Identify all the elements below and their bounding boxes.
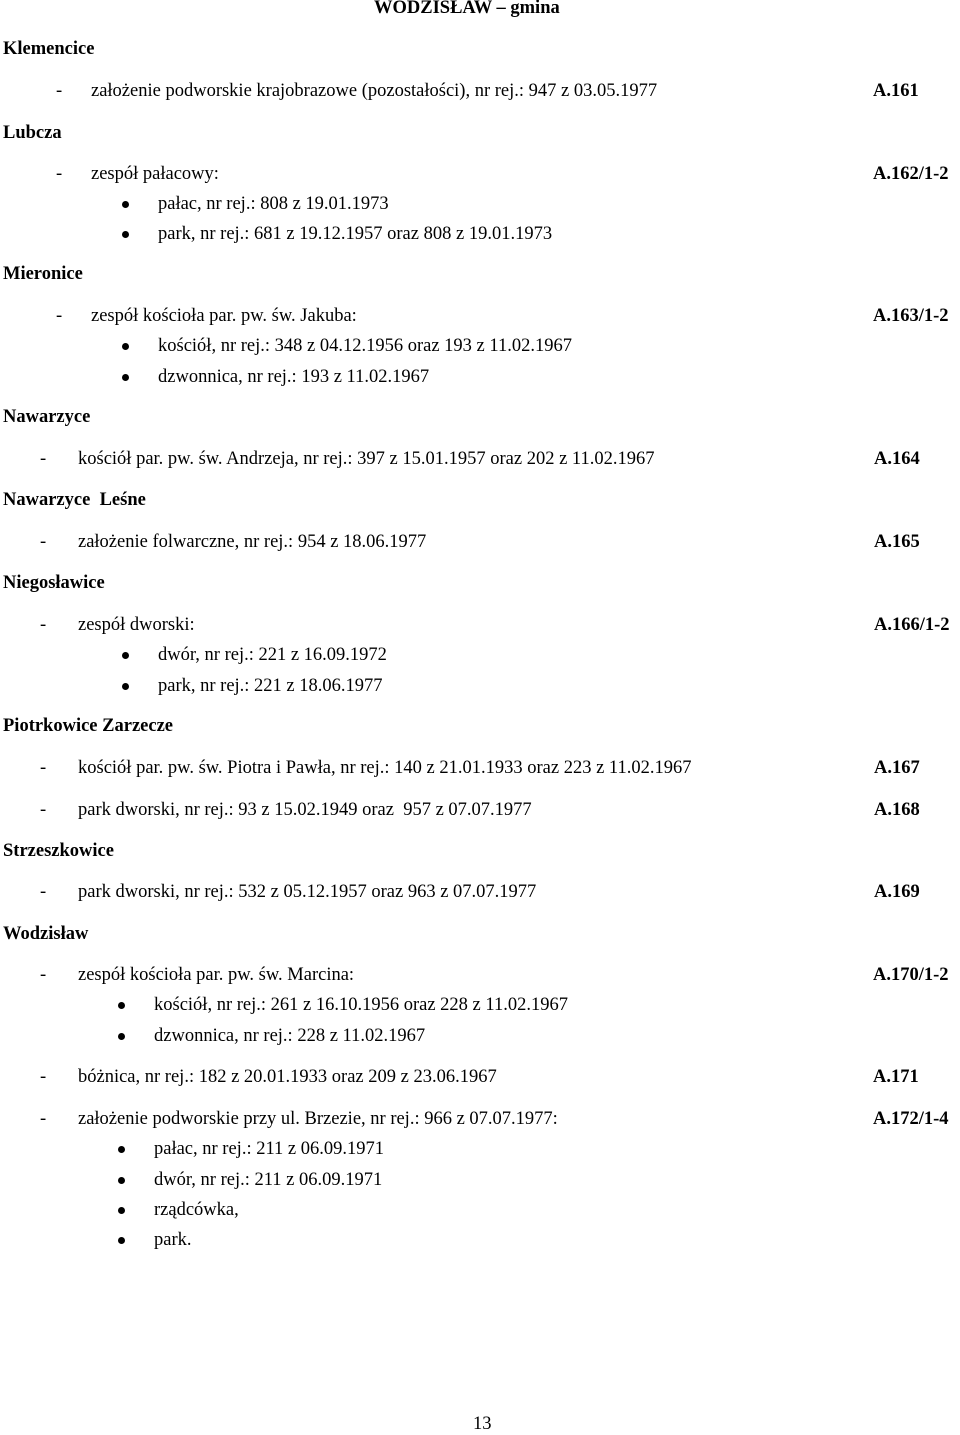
dash-marker: - <box>56 164 63 184</box>
dash-marker: - <box>40 615 47 635</box>
sub-entry-text: pałac, nr rej.: 808 z 19.01.1973 <box>158 194 389 214</box>
locality-lubcza: Lubcza <box>3 123 62 143</box>
sub-entry-text: dzwonnica, nr rej.: 228 z 11.02.1967 <box>154 1026 426 1046</box>
bullet-icon <box>118 1146 125 1153</box>
register-code: A.163/1-2 <box>873 306 949 326</box>
dash-marker: - <box>56 306 63 326</box>
sub-entry-text: rządcówka, <box>154 1200 239 1220</box>
dash-marker: - <box>40 965 47 985</box>
register-code: A.165 <box>874 532 920 552</box>
register-code: A.161 <box>873 81 919 101</box>
locality-strzeszkowice: Strzeszkowice <box>3 841 114 861</box>
bullet-icon <box>118 1002 125 1009</box>
bullet-icon <box>118 1033 125 1040</box>
sub-entry-text: kościół, nr rej.: 261 z 16.10.1956 oraz 228 z 11.02.1967 <box>154 995 568 1015</box>
bullet-icon <box>122 652 129 659</box>
entry-text: bóżnica, nr rej.: 182 z 20.01.1933 oraz 209 z 23.06.1967 <box>78 1067 497 1087</box>
register-code: A.166/1-2 <box>874 615 950 635</box>
register-code: A.167 <box>874 758 920 778</box>
locality-niegoslawice: Niegosławice <box>3 573 105 593</box>
locality-piotrkowice-zarzecze: Piotrkowice Zarzecze <box>3 716 174 736</box>
locality-nawarzyce: Nawarzyce <box>3 407 91 427</box>
register-code: A.172/1-4 <box>873 1109 949 1129</box>
bullet-icon <box>122 201 129 208</box>
dash-marker: - <box>56 81 63 101</box>
register-code: A.168 <box>874 800 920 820</box>
entry-text: zespół kościoła par. pw. św. Jakuba: <box>91 306 357 326</box>
entry-text: kościół par. pw. św. Andrzeja, nr rej.: 397 z 15.01.1957 oraz 202 z 11.02.1967 <box>78 449 655 469</box>
dash-marker: - <box>40 1109 47 1129</box>
sub-entry-text: dwór, nr rej.: 211 z 06.09.1971 <box>154 1170 383 1190</box>
sub-entry-text: park, nr rej.: 681 z 19.12.1957 oraz 808 z 19.01.1973 <box>158 224 553 244</box>
bullet-icon <box>122 683 129 690</box>
entry-text: zespół kościoła par. pw. św. Marcina: <box>78 965 355 985</box>
page-number: 13 <box>473 1414 492 1434</box>
entry-text: park dworski, nr rej.: 532 z 05.12.1957 oraz 963 z 07.07.1977 <box>78 882 537 902</box>
entry-text: park dworski, nr rej.: 93 z 15.02.1949 oraz 957 z 07.07.1977 <box>78 800 532 820</box>
register-code: A.164 <box>874 449 920 469</box>
entry-text: zespół pałacowy: <box>91 164 219 184</box>
bullet-icon <box>118 1237 125 1244</box>
bullet-icon <box>122 231 129 238</box>
register-code: A.171 <box>873 1067 919 1087</box>
register-code: A.170/1-2 <box>873 965 949 985</box>
bullet-icon <box>122 374 129 381</box>
dash-marker: - <box>40 800 47 820</box>
register-code: A.162/1-2 <box>873 164 949 184</box>
sub-entry-text: dzwonnica, nr rej.: 193 z 11.02.1967 <box>158 367 430 387</box>
dash-marker: - <box>40 449 47 469</box>
entry-text: założenie folwarczne, nr rej.: 954 z 18.06.1977 <box>78 532 427 552</box>
dash-marker: - <box>40 758 47 778</box>
locality-wodzislaw: Wodzisław <box>3 924 89 944</box>
sub-entry-text: kościół, nr rej.: 348 z 04.12.1956 oraz 193 z 11.02.1967 <box>158 336 572 356</box>
entry-text: zespół dworski: <box>78 615 195 635</box>
bullet-icon <box>118 1177 125 1184</box>
sub-entry-text: park. <box>154 1230 192 1250</box>
locality-klemencice: Klemencice <box>3 39 95 59</box>
entry-text: kościół par. pw. św. Piotra i Pawła, nr rej.: 140 z 21.01.1933 oraz 223 z 11.02.1967 <box>78 758 692 778</box>
entry-text: założenie podworskie przy ul. Brzezie, nr rej.: 966 z 07.07.1977: <box>78 1109 558 1129</box>
register-code: A.169 <box>874 882 920 902</box>
bullet-icon <box>122 343 129 350</box>
sub-entry-text: park, nr rej.: 221 z 18.06.1977 <box>158 676 383 696</box>
locality-mieronice: Mieronice <box>3 264 83 284</box>
dash-marker: - <box>40 532 47 552</box>
dash-marker: - <box>40 1067 47 1087</box>
bullet-icon <box>118 1207 125 1214</box>
sub-entry-text: pałac, nr rej.: 211 z 06.09.1971 <box>154 1139 384 1159</box>
sub-entry-text: dwór, nr rej.: 221 z 16.09.1972 <box>158 645 387 665</box>
entry-text: założenie podworskie krajobrazowe (pozostałości), nr rej.: 947 z 03.05.1977 <box>91 81 658 101</box>
page-title: WODZISŁAW – gmina <box>374 0 560 18</box>
locality-nawarzyce-lesne: Nawarzyce Leśne <box>3 490 146 510</box>
dash-marker: - <box>40 882 47 902</box>
